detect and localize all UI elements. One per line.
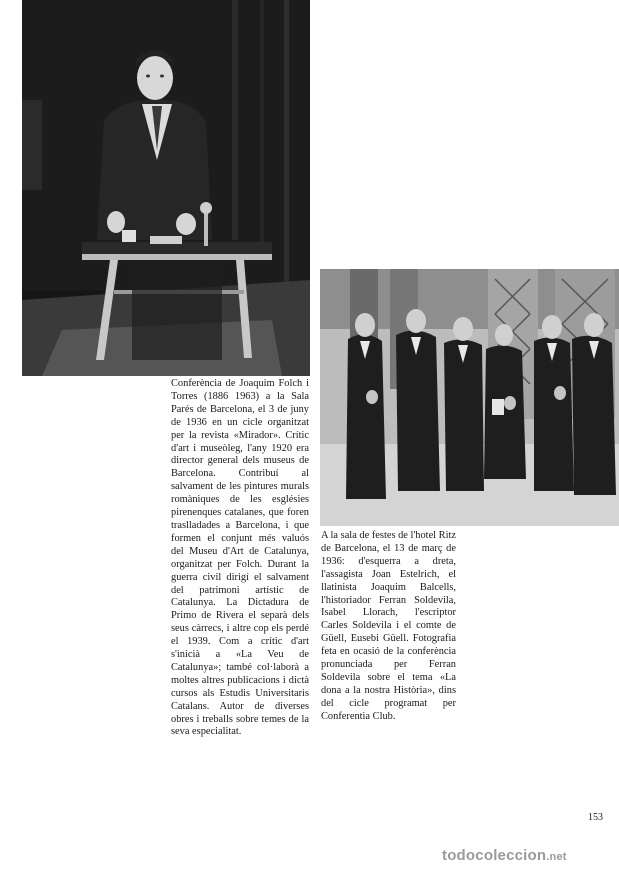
photo-group-image <box>320 269 619 526</box>
caption-ritz-group: A la sala de festes de l'hotel Ritz de Barcelona, el 13 de març de 1936: d'esquerra a dreta, l'assagista Joan Estelrich, el llatinista Joaquim Balcells, l'historiador Ferran Soldevila, Isabel Llorach, l'escriptor Carles Soldevila i el comte de Güell, Eusebi Güell. Fotografia feta en ocasió de la conferència pronunciada per Ferran Soldevila sobre el tema «La dona a la nostra Història», dins del cicle programat per Conferentia Club. <box>321 530 456 722</box>
photo-lecture-image <box>22 0 310 376</box>
watermark <box>442 847 567 864</box>
caption-folch-lecture: Conferència de Joaquim Folch i Torres (1886 1963) a la Sala Parés de Barcelona, el 3 de juny de 1936 en un cicle organitzat per la revista «Mirador». Crític d'art i museòleg, l'any 1920 era director general dels museus de Barcelona. Contribuí al salvament de les pintures murals romàniques de les esglésies pirenenques catalanes, que foren traslladades a Barcelona, i que formen el conjunt més valuós del Museu d'Art de Catalunya, organitzat per Folch. Durant la guerra civil dirigí el salvament del patrimoni artístic de Catalunya. La Dictadura de Primo de Rivera el separà dels seus càrrecs, i altre cop els perdé el 1939. Com a crític d'art s'inicià a «La Veu de Catalunya»; també col·laborà a moltes altres publicacions i dictà cursos als Estudis Universitaris Catalans. Autor de diverses obres i treballs sobre temes de la seva especialitat. <box>171 378 309 738</box>
page-number: 153 <box>588 812 603 823</box>
watermark-main: todocoleccion <box>442 847 547 864</box>
photo-lecture <box>22 0 310 376</box>
photo-group <box>320 269 619 526</box>
watermark-tld: .net <box>546 851 567 863</box>
